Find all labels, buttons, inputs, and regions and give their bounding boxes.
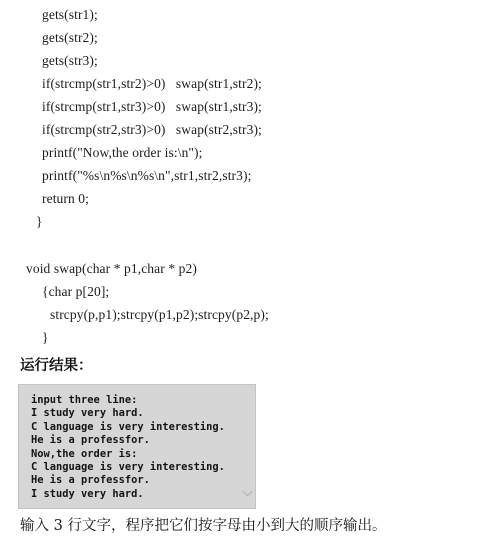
code-line: return 0; xyxy=(42,191,90,206)
code-line: } xyxy=(42,330,49,345)
console-line: input three line: xyxy=(31,394,138,406)
code-line: printf("Now,the order is:\n"); xyxy=(42,145,203,160)
code-line: if(strcmp(str1,str2)>0) swap(str1,str2); xyxy=(42,76,262,91)
code-line: if(strcmp(str2,str3)>0) swap(str2,str3); xyxy=(42,122,262,137)
description-caption: 输入 3 行文字，程序把它们按字母由小到大的顺序输出。 xyxy=(20,518,387,534)
code-line: strcpy(p,p1);strcpy(p1,p2);strcpy(p2,p); xyxy=(50,307,269,322)
result-heading: 运行结果： xyxy=(20,358,93,374)
console-line: C language is very interesting. xyxy=(31,420,225,433)
console-line: I study very hard. xyxy=(31,407,144,420)
console-line: He is a professfor. xyxy=(31,474,150,487)
code-line: gets(str3); xyxy=(42,53,98,68)
console-line: C language is very interesting. xyxy=(31,461,225,474)
console-line: I study very hard. xyxy=(31,487,144,500)
console-output xyxy=(18,384,256,509)
code-line: printf("%s\n%s\n%s\n",str1,str2,str3); xyxy=(42,168,252,183)
console-line: He is a professfor. xyxy=(31,434,150,447)
code-line: if(strcmp(str1,str3)>0) swap(str1,str3); xyxy=(42,99,262,114)
console-line: Now,the order is: xyxy=(31,447,138,460)
code-line: {char p[20]; xyxy=(42,284,110,299)
code-line: gets(str1); xyxy=(42,7,98,22)
code-line: void swap(char * p1,char * p2) xyxy=(26,261,197,276)
code-line: gets(str2); xyxy=(42,30,98,45)
code-line: } xyxy=(36,214,43,229)
